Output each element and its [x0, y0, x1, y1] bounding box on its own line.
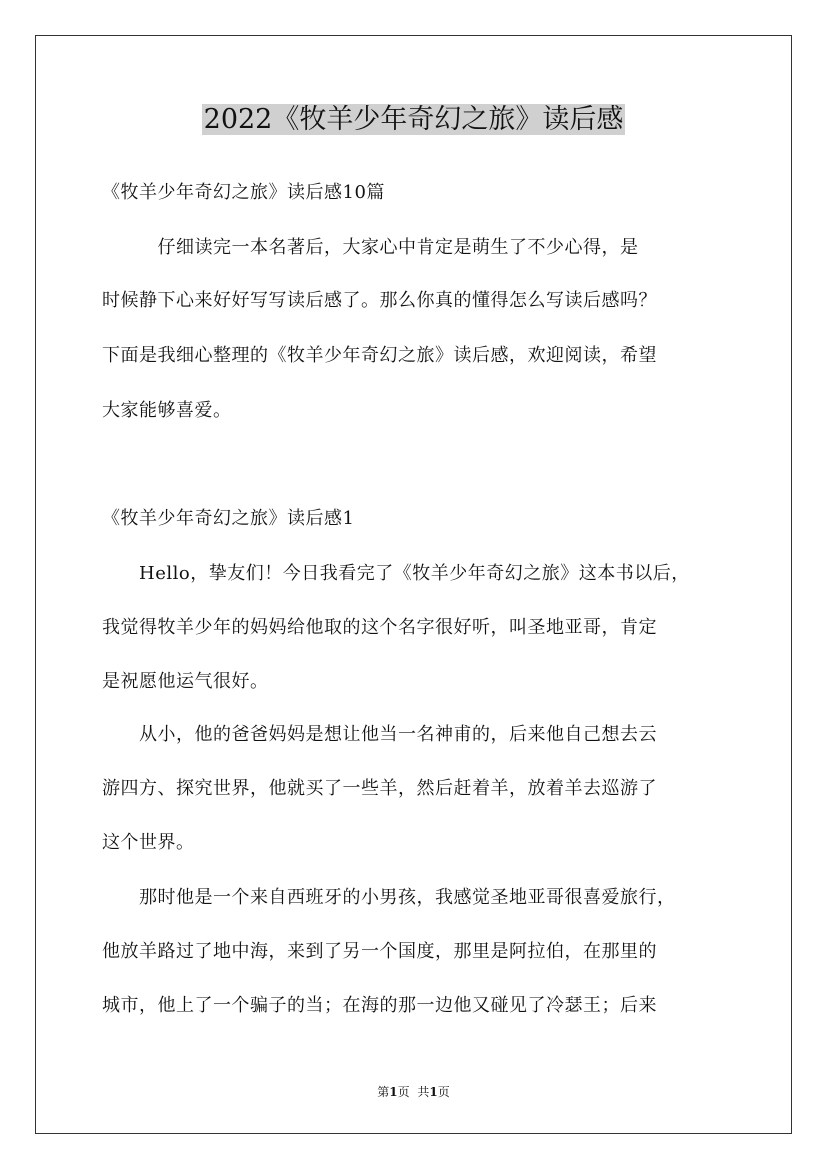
total-pages: 1	[429, 1085, 438, 1099]
text-line: 下面是我细心整理的《牧羊少年奇幻之旅》读后感，欢迎阅读，希望	[102, 345, 657, 366]
text-line: 从小，他的爸爸妈妈是想让他当一名神甫的，后来他自己想去云	[102, 724, 657, 745]
text-line: 是祝愿他运气很好。	[102, 671, 269, 692]
page-footer	[0, 1084, 827, 1100]
text-line: 游四方、探究世界，他就买了一些羊，然后赶着羊，放着羊去巡游了	[102, 778, 657, 799]
subtitle-line: 《牧羊少年奇幻之旅》读后感10篇	[102, 182, 385, 203]
text-line: Hello，挚友们！今日我看完了《牧羊少年奇幻之旅》这本书以后，	[102, 563, 690, 584]
total-suffix: 页	[437, 1085, 450, 1099]
section-heading: 《牧羊少年奇幻之旅》读后感1	[102, 508, 355, 529]
text-line: 我觉得牧羊少年的妈妈给他取的这个名字很好听，叫圣地亚哥，肯定	[102, 617, 657, 638]
text-line: 大家能够喜爱。	[102, 400, 232, 421]
text-line: 时候静下心来好好写写读后感了。那么你真的懂得怎么写读后感吗？	[102, 290, 657, 311]
page-number: 1	[389, 1085, 398, 1099]
document-title	[0, 100, 827, 140]
text-line: 城市，他上了一个骗子的当；在海的那一边他又碰见了冷瑟王；后来	[102, 995, 657, 1016]
text-line: 他放羊路过了地中海，来到了另一个国度，那里是阿拉伯，在那里的	[102, 941, 657, 962]
page-suffix: 页	[397, 1085, 410, 1099]
page-prefix: 第	[377, 1085, 390, 1099]
text-line: 仔细读完一本名著后，大家心中肯定是萌生了不少心得，是	[102, 237, 639, 258]
document-title-text: 2022《牧羊少年奇幻之旅》读后感	[203, 104, 624, 135]
text-line: 那时他是一个来自西班牙的小男孩，我感觉圣地亚哥很喜爱旅行，	[102, 887, 676, 908]
total-prefix: 共	[417, 1085, 430, 1099]
text-line: 这个世界。	[102, 832, 195, 853]
